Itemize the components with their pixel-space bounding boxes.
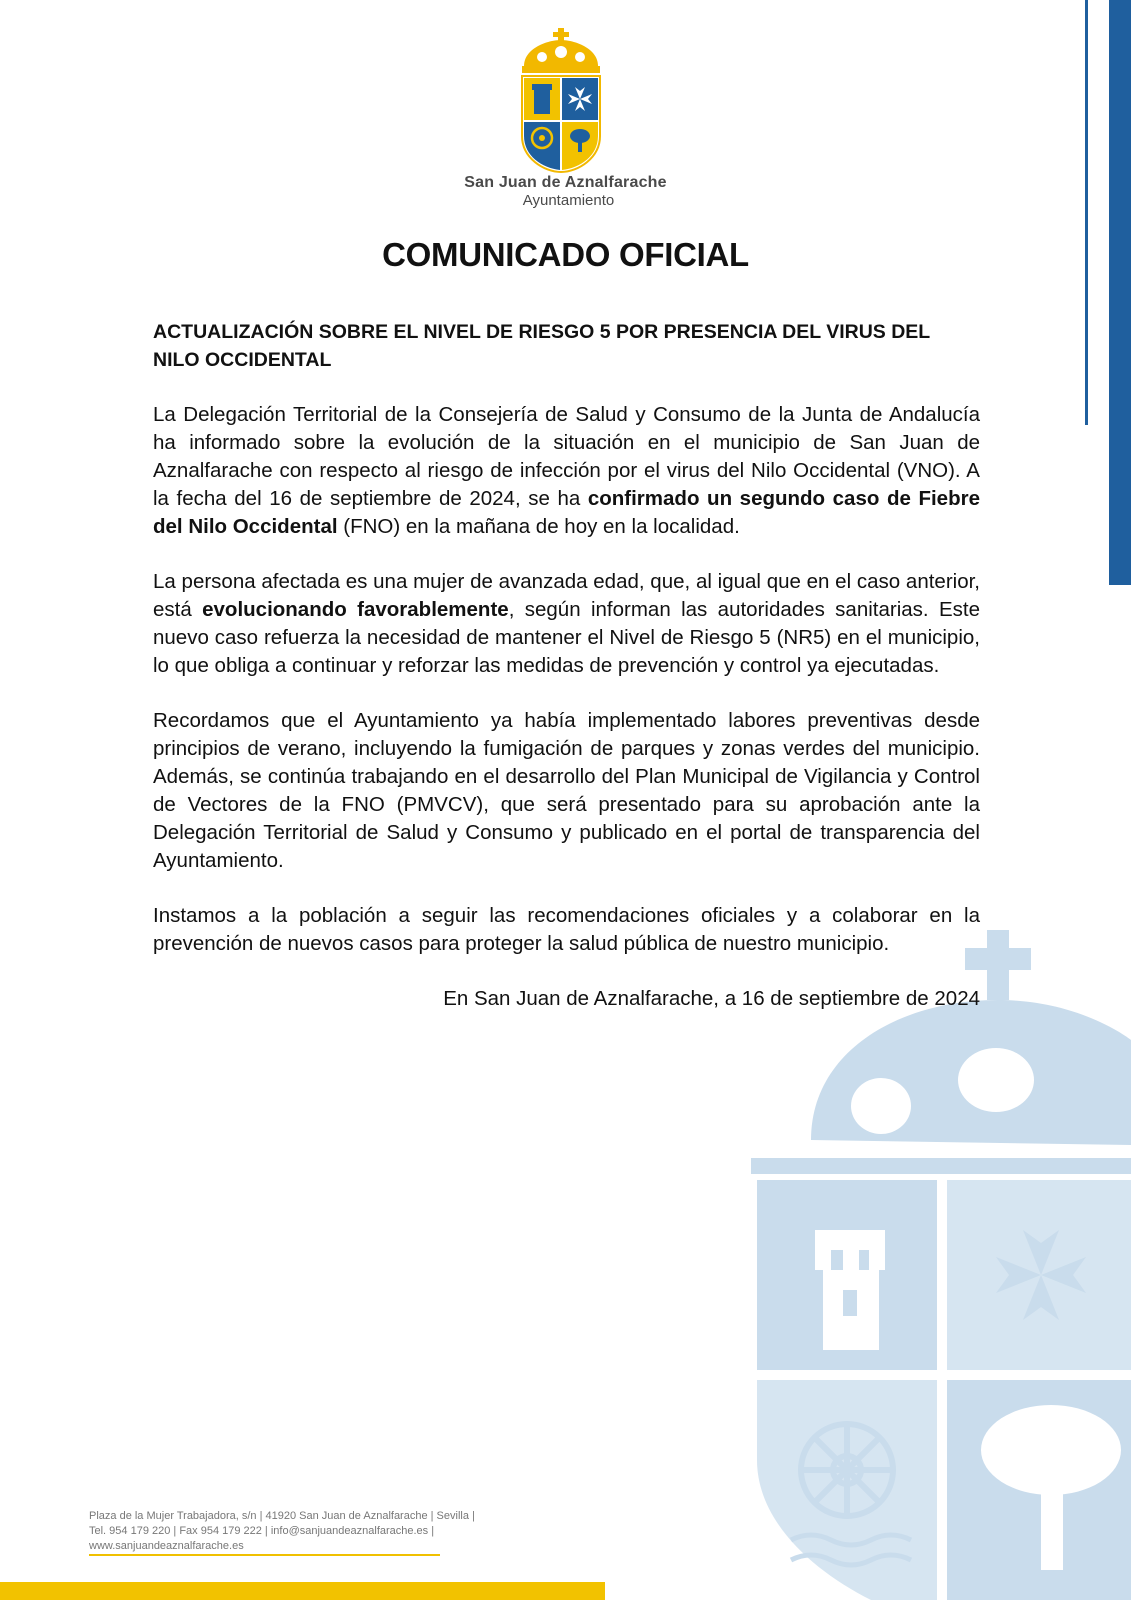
paragraph-1 — [153, 401, 980, 541]
decorative-side-line — [1085, 0, 1088, 425]
organization-name: San Juan de Aznalfarache — [464, 174, 667, 191]
paragraph-1-text-a: La Delegación Territorial de la Consejería de Salud y Consumo de la Junta de Andalucía ha informado sobre la evolución de la situación en el municipio de San Juan de Aznalfarache con respecto al riesgo de infección por el virus del Nilo Occidental (VNO). A la fecha del 16 de septiembre de 2024, se ha — [153, 403, 980, 510]
document-title: COMUNICADO OFICIAL — [382, 236, 749, 273]
footer-phone-email: Tel. 954 179 220 | Fax 954 179 222 | info@sanjuandeaznalfarache.es | — [89, 1525, 435, 1537]
document-body — [153, 318, 980, 1034]
footer-bar — [0, 1582, 605, 1600]
paragraph-4: Instamos a la población a seguir las recomendaciones oficiales y a colaborar en la prevención de nuevos casos para proteger la salud pública de nuestro municipio. — [153, 904, 980, 955]
organization-subtitle: Ayuntamiento — [522, 192, 615, 209]
footer-address: Plaza de la Mujer Trabajadora, s/n | 41920 San Juan de Aznalfarache | Sevilla | — [89, 1510, 475, 1522]
paragraph-1-bold: confirmado un segundo caso de Fiebre del Nilo Occidental — [153, 487, 980, 538]
date-line: En San Juan de Aznalfarache, a 16 de septiembre de 2024 — [443, 987, 980, 1010]
coat-of-arms-logo — [518, 26, 604, 174]
decorative-side-bar — [1109, 0, 1131, 585]
document-heading: ACTUALIZACIÓN SOBRE EL NIVEL DE RIESGO 5 POR PRESENCIA DEL VIRUS DEL NILO OCCIDENTAL — [153, 321, 930, 371]
paragraph-1-text-c: (FNO) en la mañana de hoy en la localidad. — [337, 515, 740, 538]
footer-rule — [89, 1554, 440, 1556]
footer-contact — [89, 1509, 475, 1554]
footer-website[interactable]: www.sanjuandeaznalfarache.es — [89, 1540, 244, 1552]
paragraph-2-text-a: La persona afectada es una mujer de avanzada edad, que, al igual que en el caso anterior, está — [153, 570, 980, 621]
paragraph-2 — [153, 568, 980, 680]
paragraph-2-bold: evolucionando favorablemente — [202, 598, 509, 621]
paragraph-3: Recordamos que el Ayuntamiento ya había implementado labores preventivas desde principios de verano, incluyendo la fumigación de parques y zonas verdes del municipio. Además, se continúa trabajando en el desarrollo del Plan Municipal de Vigilancia y Control de Vectores de la FNO (PMVCV), que será presentado para su aprobación ante la Delegación Territorial de Salud y Consumo y publicado en el portal de transparencia del Ayuntamiento. — [153, 709, 980, 872]
paragraph-2-text-c: , según informan las autoridades sanitarias. Este nuevo caso refuerza la necesidad de mantener el Nivel de Riesgo 5 (NR5) en el municipio, lo que obliga a continuar y reforzar las medidas de prevención y control ya ejecutadas. — [153, 598, 981, 677]
